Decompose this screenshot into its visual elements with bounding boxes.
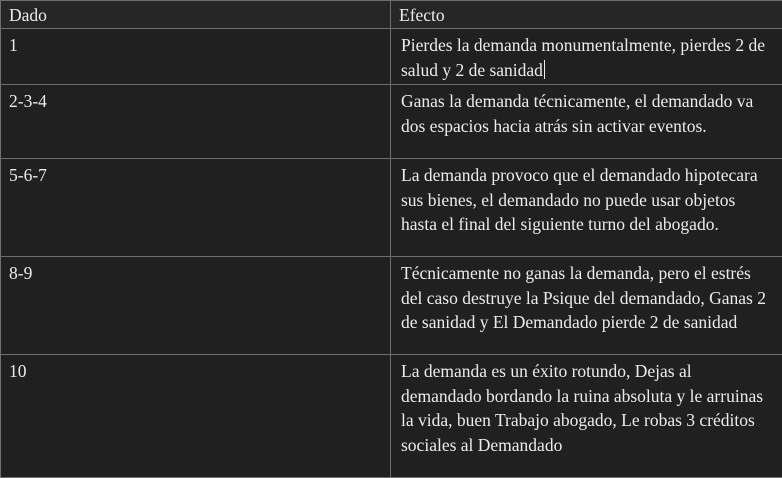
- dado-cell[interactable]: 1: [1, 29, 391, 85]
- efecto-cell-editing[interactable]: [391, 29, 782, 85]
- table-header-row: [1, 1, 782, 29]
- header-dado[interactable]: Dado: [1, 1, 391, 29]
- efecto-text: Pierdes la demanda monumentalmente, pierdes 2 de salud y 2 de sanidad: [401, 35, 765, 80]
- dado-cell[interactable]: 2-3-4: [1, 85, 391, 159]
- table-row: [1, 85, 782, 159]
- table-row: [1, 29, 782, 85]
- header-efecto[interactable]: Efecto: [391, 1, 782, 29]
- table-row: [1, 355, 782, 478]
- dado-cell[interactable]: 10: [1, 355, 391, 478]
- efecto-cell[interactable]: Técnicamente no ganas la demanda, pero el estrés del caso destruye la Psique del demandado, Ganas 2 de sanidad y El Demandado pierde 2 de sanidad: [391, 257, 782, 355]
- dado-cell[interactable]: 8-9: [1, 257, 391, 355]
- table-row: [1, 159, 782, 257]
- efecto-cell[interactable]: Ganas la demanda técnicamente, el demandado va dos espacios hacia atrás sin activar eventos.: [391, 85, 782, 159]
- dado-cell[interactable]: 5-6-7: [1, 159, 391, 257]
- text-caret: [544, 60, 545, 79]
- efecto-cell[interactable]: La demanda provoco que el demandado hipotecara sus bienes, el demandado no puede usar objetos hasta el final del siguiente turno del abogado.: [391, 159, 782, 257]
- efecto-cell[interactable]: La demanda es un éxito rotundo, Dejas al demandado bordando la ruina absoluta y le arruinas la vida, buen Trabajo abogado, Le robas 3 créditos sociales al Demandado: [391, 355, 782, 478]
- table-row: [1, 257, 782, 355]
